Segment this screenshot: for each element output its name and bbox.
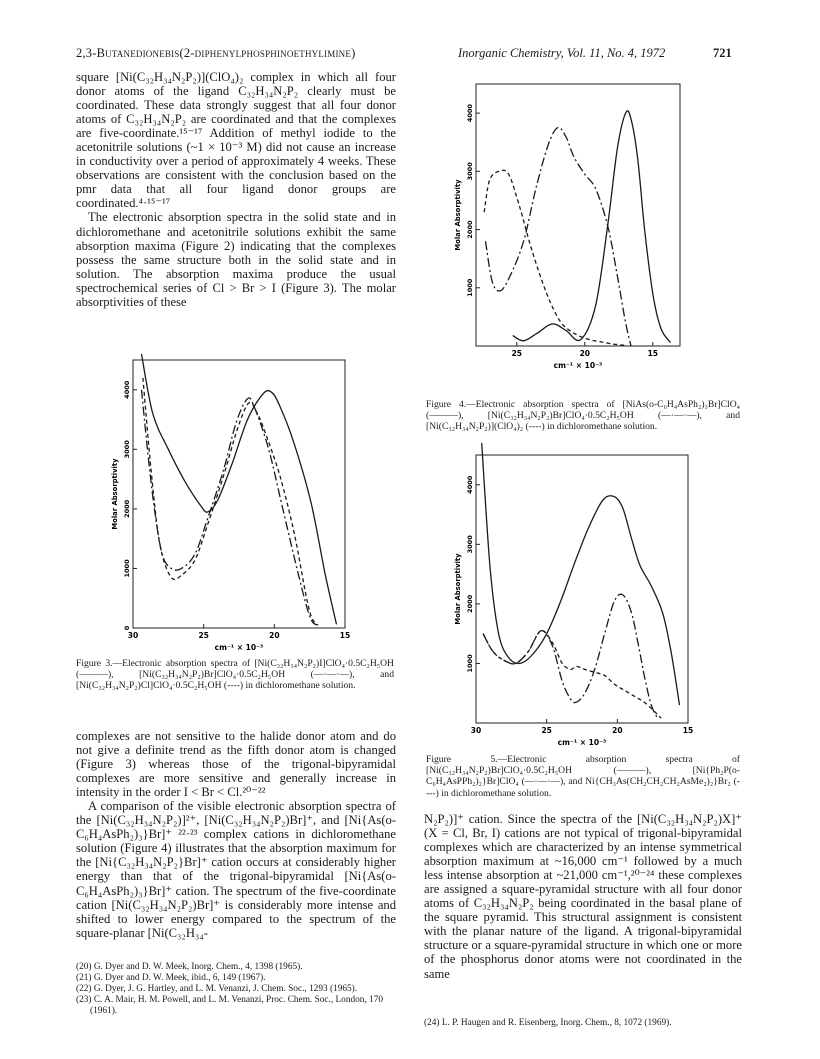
paragraph: square [Ni(C₃₂H₃₄N₂P₂)](ClO₄)₂ complex in which all four donor atoms of the ligand C₃₂H₃₄N₂P₂ clearly must be coordinated. These data strongly suggest that all four donor atoms of C₃₂H₃₄N₂P₂ are coordinated and that the complexes are five-coordinate.¹⁵⁻¹⁷ Addition of methyl iodide to the acetonitrile solutions (~1 × 10⁻³ M) did not cause an increase in conductivity over a period of approximately 4 weeks. These observations are consistent with the conclusion based on the pmr data that all four ligand donor groups are coordinated.⁴·¹⁵⁻¹⁷ xyxy=(76,70,396,211)
x-axis-label: cm⁻¹ × 10⁻³ xyxy=(214,643,264,652)
series-dash xyxy=(483,631,661,719)
x-tick-label: 15 xyxy=(339,631,351,640)
x-tick-label: 20 xyxy=(269,631,280,640)
figure-5-caption: Figure 5.—Electronic absorption spectra of [Ni(C₃₂H₃₄N₂P₂)Br]ClO₄·0.5C₂H₅OH (———), [Ni{Ph₂P(o-C₆H₄AsPPh₂)₂}Br]ClO₄ (—·—·—), and Ni{CH₃As(CH₂CH₂CH₂AsMe₂)₂}Br₂ (----) in dichloromethane solution. xyxy=(426,754,740,799)
y-tick-label: 3000 xyxy=(466,162,474,181)
series-solid xyxy=(142,354,337,624)
footnote: (23) C. A. Mair, H. M. Powell, and L. M. Venanzi, Proc. Chem. Soc., London, 170 (1961). xyxy=(76,995,384,1017)
y-axis-label: Molar Absorptivity xyxy=(111,458,119,530)
paragraph: complexes are not sensitive to the halide donor atom and do not give a definite trend as the fifth donor atom is changed (Figure 3) whereas those of the trigonal-bipyramidal complexes are more sensitive and generally increase in intensity in the order I < Br < Cl.²⁰⁻²² xyxy=(76,729,396,800)
series-solid xyxy=(513,111,671,343)
y-tick-label: 4000 xyxy=(123,380,131,399)
plot-frame xyxy=(476,84,680,346)
y-tick-label: 4000 xyxy=(466,104,474,123)
y-tick-label: 4000 xyxy=(466,475,474,494)
y-tick-label: 2000 xyxy=(466,594,474,613)
left-column-top xyxy=(76,70,396,309)
running-header-title: 2,3-Butanedionebis(2-diphenylphosphinoethylimine) xyxy=(76,46,356,60)
figure-4-caption: Figure 4.—Electronic absorption spectra of [NiAs(o-C₆H₄AsPh₂)₃Br]ClO₄ (———), [Ni(C₃₂H₃₄N₂P₂)Br]ClO₄·0.5C₂H₅OH (—·—·—), and [Ni(C₃₂H₃₄N₂P₂)](ClO₄)₂ (----) in dichloromethane solution. xyxy=(426,399,740,433)
series-dash xyxy=(484,170,625,345)
series-dashdot xyxy=(486,127,632,346)
y-axis-label: Molar Absorptivity xyxy=(454,553,462,625)
figure-4-chart xyxy=(448,80,688,385)
footnotes-right xyxy=(424,1018,742,1029)
y-tick-label: 1000 xyxy=(466,278,474,297)
figure-4 xyxy=(448,80,688,385)
plot-frame xyxy=(133,360,345,628)
footnote: (21) G. Dyer and D. W. Meek, ibid., 6, 149 (1967). xyxy=(76,973,266,984)
plot-frame xyxy=(476,455,688,723)
left-column-bottom xyxy=(76,729,396,940)
x-tick-label: 25 xyxy=(198,631,209,640)
paragraph: N₂P₂)]⁺ cation. Since the spectra of the [Ni(C₃₂H₃₄N₂P₂)X]⁺ (X = Cl, Br, I) cations are not typical of trigonal-bipyramidal complexes which are characterized by an intense symmetrical absorption maximum at ~16,000 cm⁻¹ followed by a much less intense absorption at ~21,000 cm⁻¹,²⁰⁻²⁴ these complexes are assigned a square-pyramidal structure with all four donor atoms of C₃₂H₃₄N₂P₂ being coordinated in the basal plane of the square pyramid. This structural assignment is consistent with the planar nature of the ligand. A trigonal-bipyramidal structure or a square-pyramidal structure in which one or more of the phosphorus donor atoms were not coordinated in the same xyxy=(424,812,742,981)
y-tick-label: 2000 xyxy=(123,499,131,518)
x-tick-label: 30 xyxy=(470,726,482,735)
y-tick-label: 0 xyxy=(123,625,131,631)
series-solid xyxy=(482,443,680,705)
figure-5 xyxy=(456,447,696,747)
x-tick-label: 25 xyxy=(511,349,523,358)
right-column-bottom xyxy=(424,812,742,981)
footnote: (24) L. P. Haugen and R. Eisenberg, Inorg. Chem., 8, 1072 (1969). xyxy=(424,1018,672,1028)
x-axis-label: cm⁻¹ × 10⁻³ xyxy=(557,738,607,747)
y-tick-label: 1000 xyxy=(466,654,474,673)
y-tick-label: 3000 xyxy=(466,535,474,554)
figure-3-chart xyxy=(113,352,353,652)
footnotes-left xyxy=(76,962,396,1017)
series-dash xyxy=(143,378,317,625)
x-tick-label: 20 xyxy=(579,349,591,358)
x-tick-label: 30 xyxy=(127,631,139,640)
footnote: (22) G. Dyer, J. G. Hartley, and L. M. Venanzi, J. Chem. Soc., 1293 (1965). xyxy=(76,984,358,995)
y-tick-label: 1000 xyxy=(123,559,131,578)
paragraph: A comparison of the visible electronic absorption spectra of the [Ni(C₃₂H₃₄N₂P₂)]²⁺, [Ni(C₃₂H₃₄N₂P₂)Br]⁺, and [Ni{As(o-C₆H₄AsPh₂)₃}Br]⁺ ²²·²³ complex cations in dichloromethane solution (Figure 4) illustrates that the absorption maximum for the [Ni{C₃₂H₃₄N₂P₂}Br]⁺ cation occurs at considerably higher energy than that of the trigonal-bipyramidal [Ni{As(o-C₆H₄AsPh₂)₃}Br]⁺ cation. The spectrum of the five-coordinate cation [Ni(C₃₂H₃₄N₂P₂)Br]⁺ is considerably more intense and shifted to lower energy compared to the spectrum of the square-planar [Ni(C₃₂H₃₄- xyxy=(76,799,396,940)
y-tick-label: 2000 xyxy=(466,220,474,239)
series-dashdot xyxy=(483,594,658,719)
y-tick-label: 3000 xyxy=(123,440,131,459)
paragraph: The electronic absorption spectra in the solid state and in dichloromethane and acetonitrile solutions exhibit the same absorption maxima (Figure 2) indicating that the complexes possess the same structure both in the solid state and in solution. The absorption maxima produce the usual spectrochemical series of Cl > Br > I (Figure 3). The molar absorptivities of these xyxy=(76,210,396,309)
page-number: 721 xyxy=(713,46,732,60)
journal-citation: Inorganic Chemistry, Vol. 11, No. 4, 1972 xyxy=(458,46,666,60)
x-tick-label: 20 xyxy=(612,726,623,735)
footnote: (20) G. Dyer and D. W. Meek, Inorg. Chem., 4, 1398 (1965). xyxy=(76,962,303,972)
x-tick-label: 25 xyxy=(541,726,552,735)
figure-3 xyxy=(113,352,353,652)
series-dashdot xyxy=(142,390,319,625)
figure-3-caption: Figure 3.—Electronic absorption spectra of [Ni(C₃₂H₃₄N₂P₂)I]ClO₄·0.5C₂H₅OH (———), [Ni(C₃₂H₃₄N₂P₂)Br]ClO₄·0.5C₂H₅OH (—·—·—), and [Ni(C₃₂H₃₄N₂P₂)Cl]ClO₄·0.5C₂H₅OH (----) in dichloromethane solution. xyxy=(76,658,394,692)
x-tick-label: 15 xyxy=(682,726,694,735)
x-tick-label: 15 xyxy=(647,349,659,358)
figure-5-chart xyxy=(456,447,696,747)
x-axis-label: cm⁻¹ × 10⁻³ xyxy=(553,361,603,370)
y-axis-label: Molar Absorptivity xyxy=(454,179,462,251)
